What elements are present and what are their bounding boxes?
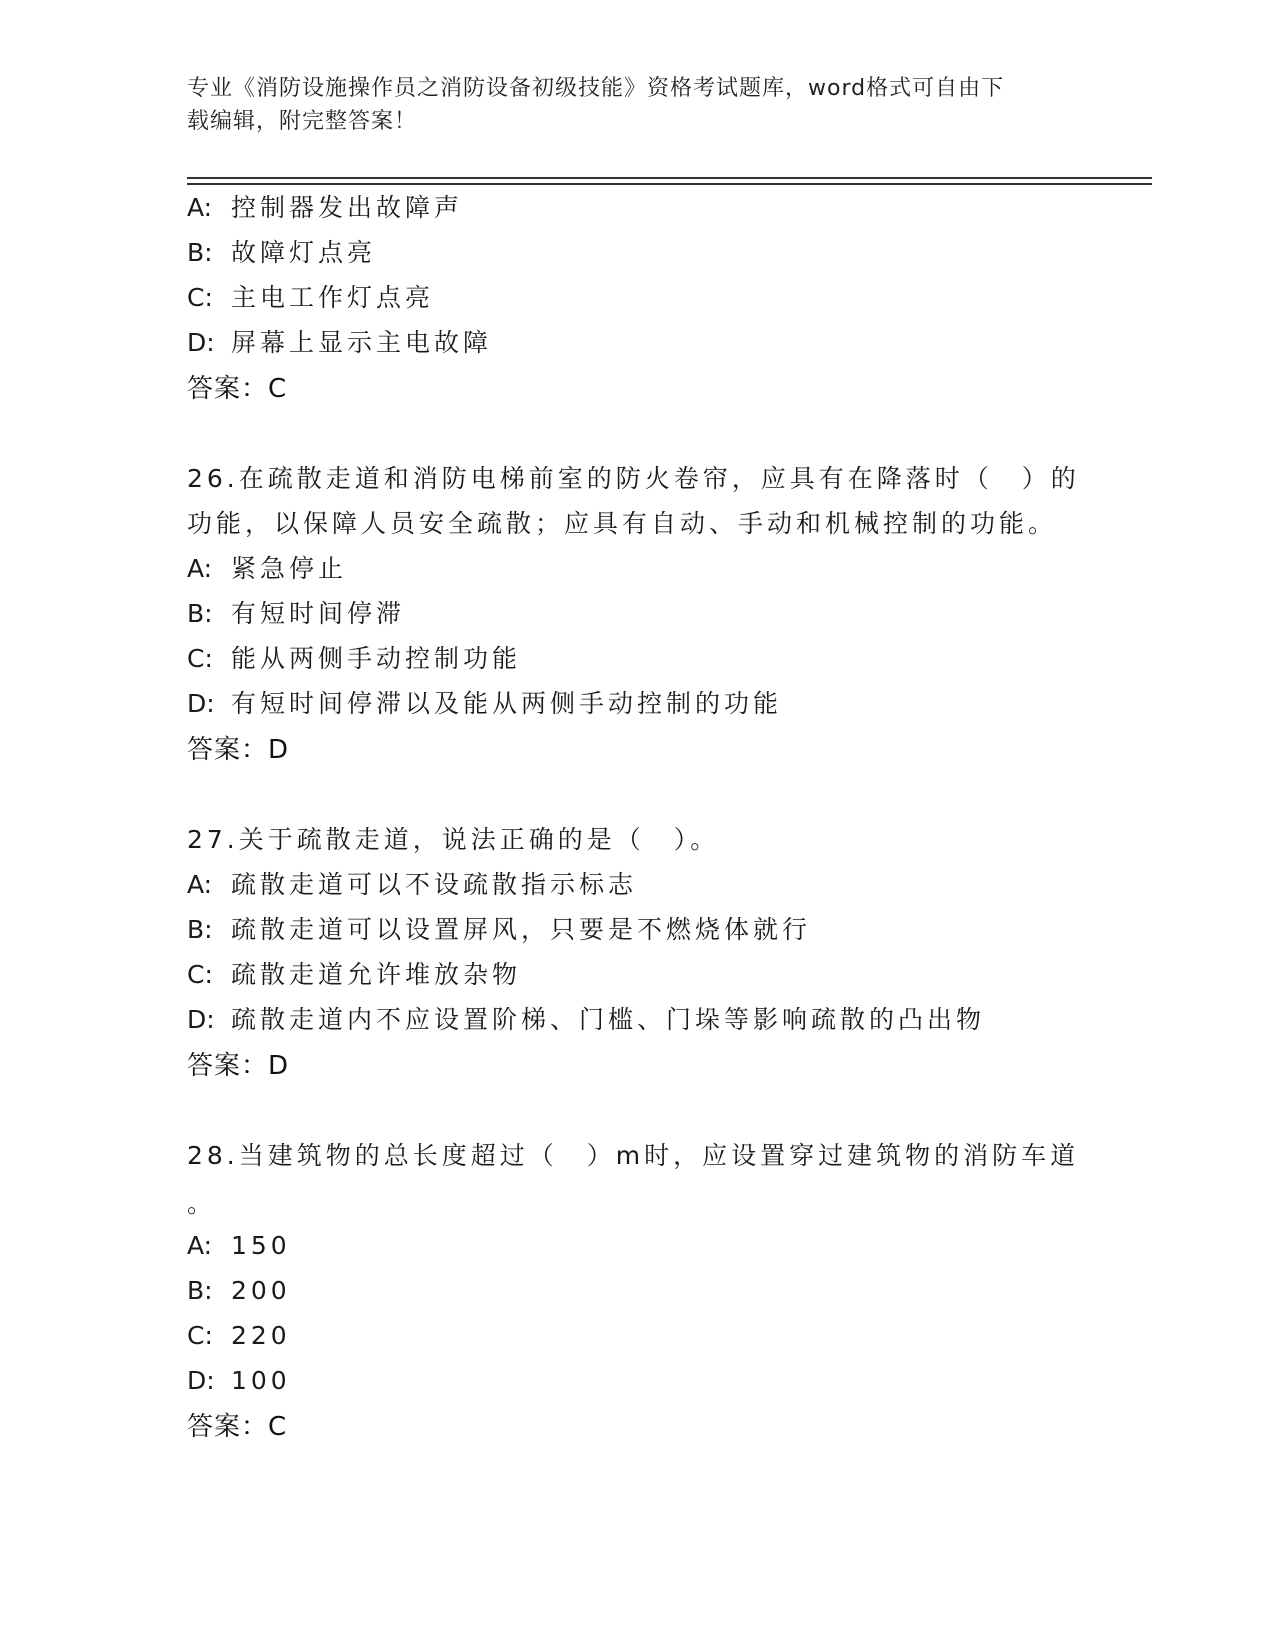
q26-stem-line-1: 26.在疏散走道和消防电梯前室的防火卷帘，应具有在降落时（ ）的: [187, 464, 1080, 493]
q25-option-d: D: 屏幕上显示主电故障: [187, 328, 493, 357]
document-header: [187, 72, 1087, 138]
q26-option-d: D: 有短时间停滞以及能从两侧手动控制的功能: [187, 689, 783, 718]
q27-answer: 答案：D: [187, 1051, 290, 1081]
q28-answer: 答案：C: [187, 1412, 288, 1442]
q26-option-b: B: 有短时间停滞: [187, 599, 406, 628]
q28-stem-line-1: 28.当建筑物的总长度超过（ ）m时，应设置穿过建筑物的消防车道: [187, 1141, 1080, 1170]
q27-stem-line-1: 27.关于疏散走道，说法正确的是（ ）。: [187, 825, 720, 854]
q27-option-a: A: 疏散走道可以不设疏散指示标志: [187, 870, 638, 899]
q25-option-c: C: 主电工作灯点亮: [187, 283, 435, 312]
header-line-1: 专业《消防设施操作员之消防设备初级技能》资格考试题库，word格式可自由下: [187, 76, 1005, 101]
q28-option-c: C: 220: [187, 1321, 291, 1350]
q26-option-a: A: 紧急停止: [187, 554, 348, 583]
header-rule-bottom: [187, 183, 1152, 185]
q25-option-a: A: 控制器发出故障声: [187, 193, 464, 222]
q28-option-d: D: 100: [187, 1366, 291, 1395]
q28-stem-line-2: 。: [187, 1189, 217, 1218]
header-line-2: 载编辑，附完整答案！: [187, 109, 418, 134]
header-rule-top: [187, 177, 1152, 179]
q27-option-b: B: 疏散走道可以设置屏风，只要是不燃烧体就行: [187, 915, 812, 944]
q26-stem-line-2: 功能，以保障人员安全疏散；应具有自动、手动和机械控制的功能。: [187, 509, 1058, 538]
q26-answer: 答案：D: [187, 735, 290, 765]
q25-answer: 答案：C: [187, 374, 288, 404]
q26-option-c: C: 能从两侧手动控制功能: [187, 644, 522, 673]
q27-option-d: D: 疏散走道内不应设置阶梯、门槛、门垛等影响疏散的凸出物: [187, 1005, 986, 1034]
q25-option-b: B: 故障灯点亮: [187, 238, 377, 267]
q28-option-a: A: 150: [187, 1231, 291, 1260]
q28-option-b: B: 200: [187, 1276, 291, 1305]
q27-option-c: C: 疏散走道允许堆放杂物: [187, 960, 522, 989]
